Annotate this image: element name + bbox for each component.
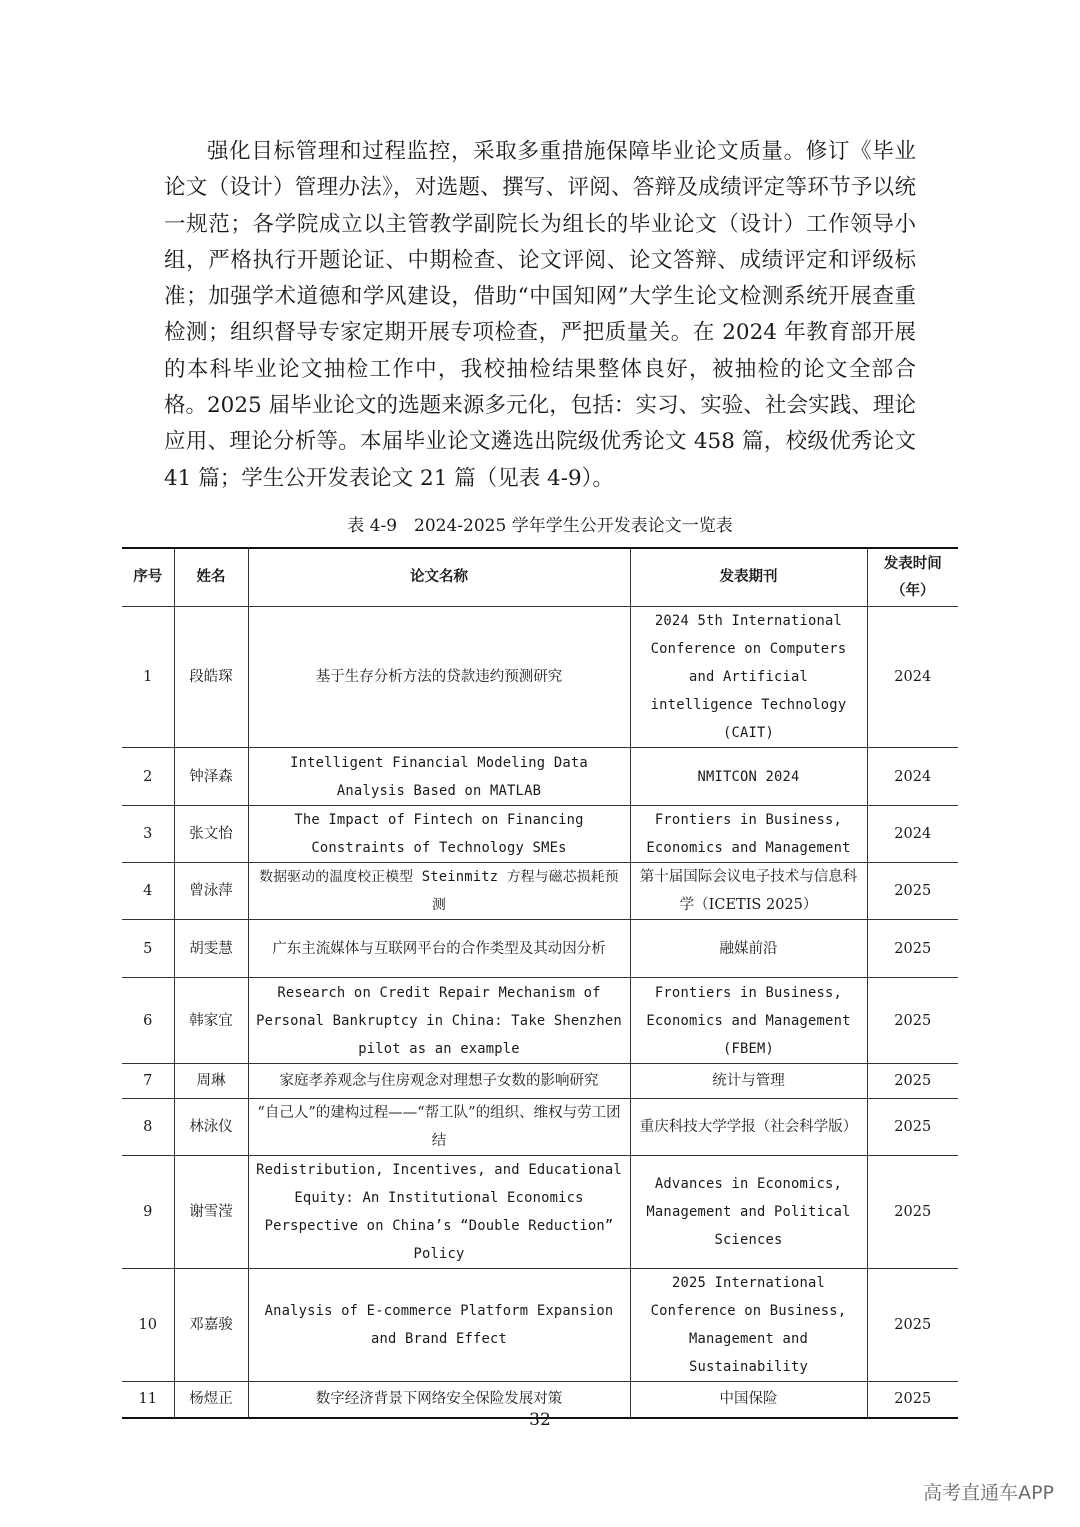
cell-year: 2025 — [867, 978, 958, 1064]
cell-title: 数据驱动的温度校正模型 Steinmitz 方程与磁芯损耗预测 — [248, 863, 630, 920]
cell-no: 3 — [122, 806, 174, 863]
cell-title: Analysis of E-commerce Platform Expansion and Brand Effect — [248, 1269, 630, 1382]
cell-name: 林泳仪 — [174, 1099, 248, 1156]
cell-year: 2024 — [867, 748, 958, 806]
cell-title: Redistribution, Incentives, and Educational Equity: An Institutional Economics Perspective on China’s “Double Reduction” Policy — [248, 1156, 630, 1269]
cell-name: 钟泽森 — [174, 748, 248, 806]
header-title: 论文名称 — [248, 548, 630, 607]
cell-name: 韩家宜 — [174, 978, 248, 1064]
cell-year: 2024 — [867, 607, 958, 748]
cell-title: “自己人”的建构过程——“帮工队”的组织、维权与劳工团结 — [248, 1099, 630, 1156]
cell-journal: 统计与管理 — [630, 1064, 867, 1099]
cell-journal: Advances in Economics, Management and Political Sciences — [630, 1156, 867, 1269]
cell-no: 7 — [122, 1064, 174, 1099]
cell-no: 8 — [122, 1099, 174, 1156]
table-row — [122, 1064, 958, 1099]
cell-title: 基于生存分析方法的贷款违约预测研究 — [248, 607, 630, 748]
cell-year: 2025 — [867, 1064, 958, 1099]
table-row — [122, 1269, 958, 1382]
table-row — [122, 863, 958, 920]
cell-year: 2025 — [867, 863, 958, 920]
cell-name: 杨煜正 — [174, 1382, 248, 1418]
cell-name: 张文怡 — [174, 806, 248, 863]
app-watermark: 高考直通车APP — [923, 1482, 1054, 1504]
cell-name: 段皓琛 — [174, 607, 248, 748]
cell-name: 周琳 — [174, 1064, 248, 1099]
cell-journal: Frontiers in Business, Economics and Management — [630, 806, 867, 863]
cell-title: Intelligent Financial Modeling Data Analysis Based on MATLAB — [248, 748, 630, 806]
table-caption: 表 4-9 2024-2025 学年学生公开发表论文一览表 — [347, 516, 733, 536]
publications-table — [122, 547, 958, 1419]
cell-year: 2025 — [867, 1099, 958, 1156]
cell-name: 邓嘉骏 — [174, 1269, 248, 1382]
cell-name: 胡雯慧 — [174, 920, 248, 978]
table-row — [122, 806, 958, 863]
header-name: 姓名 — [174, 548, 248, 607]
cell-no: 5 — [122, 920, 174, 978]
cell-journal: Frontiers in Business, Economics and Management (FBEM) — [630, 978, 867, 1064]
cell-journal: 2024 5th International Conference on Computers and Artificial intelligence Technology (CAIT) — [630, 607, 867, 748]
cell-title: The Impact of Fintech on Financing Constraints of Technology SMEs — [248, 806, 630, 863]
header-journal: 发表期刊 — [630, 548, 867, 607]
table-row — [122, 607, 958, 748]
cell-title: 家庭孝养观念与住房观念对理想子女数的影响研究 — [248, 1064, 630, 1099]
cell-year: 2025 — [867, 1269, 958, 1382]
table-header-row — [122, 548, 958, 607]
table-row — [122, 1156, 958, 1269]
table-row — [122, 1099, 958, 1156]
cell-name: 谢雪滢 — [174, 1156, 248, 1269]
cell-year: 2025 — [867, 1156, 958, 1269]
cell-no: 11 — [122, 1382, 174, 1418]
table-row — [122, 920, 958, 978]
cell-no: 1 — [122, 607, 174, 748]
cell-no: 10 — [122, 1269, 174, 1382]
header-year: 发表时间（年） — [867, 548, 958, 607]
cell-journal: 重庆科技大学学报（社会科学版） — [630, 1099, 867, 1156]
cell-journal: 融媒前沿 — [630, 920, 867, 978]
paragraph-topic-sources: 2025 届毕业论文的选题来源多元化，包括：实习、实验、社会实践、理论应用、理论分析等。本届毕业论文遴选出院级优秀论文 458 篇，校级优秀论文 41 篇；学生公开发表论文 21 篇（见表 4-9）。 — [164, 393, 916, 491]
cell-year: 2025 — [867, 1382, 958, 1418]
cell-no: 4 — [122, 863, 174, 920]
cell-journal: 2025 International Conference on Business, Management and Sustainability — [630, 1269, 867, 1382]
cell-journal: 中国保险 — [630, 1382, 867, 1418]
page-number: 32 — [529, 1410, 551, 1430]
paragraph-quality-control: 强化目标管理和过程监控，采取多重措施保障毕业论文质量。修订《毕业论文（设计）管理办法》，对选题、撰写、评阅、答辩及成绩评定等环节予以统一规范；各学院成立以主管教学副院长为组长的毕业论文（设计）工作领导小组，严格执行开题论证、中期检查、论文评阅、论文答辩、成绩评定和评级标准；加强学术道德和学风建设，借助“中国知网”大学生论文检测系统开展查重检测；组织督导专家定期开展专项检查，严把质量关。在 2024 年教育部开展的本科毕业论文抽检工作中，我校抽检结果整体良好，被抽检的论文全部合格。 — [164, 139, 916, 419]
header-no: 序号 — [122, 548, 174, 607]
cell-title: 广东主流媒体与互联网平台的合作类型及其动因分析 — [248, 920, 630, 978]
cell-no: 6 — [122, 978, 174, 1064]
cell-year: 2024 — [867, 806, 958, 863]
table-row — [122, 748, 958, 806]
cell-journal: NMITCON 2024 — [630, 748, 867, 806]
cell-title: Research on Credit Repair Mechanism of Personal Bankruptcy in China: Take Shenzhen pilot as an example — [248, 978, 630, 1064]
cell-title: 数字经济背景下网络安全保险发展对策 — [248, 1382, 630, 1418]
cell-name: 曾泳萍 — [174, 863, 248, 920]
cell-year: 2025 — [867, 920, 958, 978]
cell-no: 2 — [122, 748, 174, 806]
table-row — [122, 978, 958, 1064]
cell-journal: 第十届国际会议电子技术与信息科学（ICETIS 2025） — [630, 863, 867, 920]
cell-no: 9 — [122, 1156, 174, 1269]
